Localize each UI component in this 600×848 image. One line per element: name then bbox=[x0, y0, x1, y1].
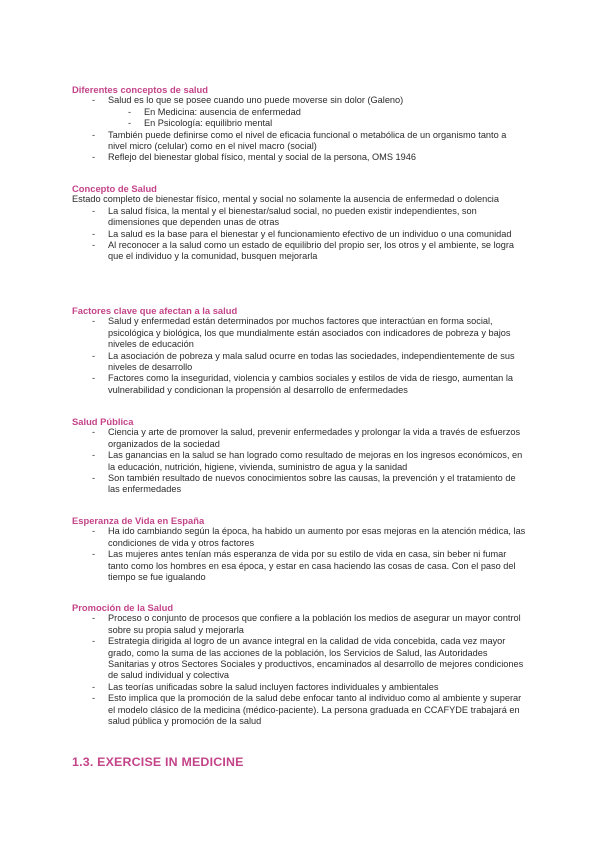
section-heading: Diferentes conceptos de salud bbox=[72, 84, 208, 95]
list-item: - Las teorías unificadas sobre la salud incluyen factores individuales y ambientales bbox=[72, 682, 527, 693]
bullet-list bbox=[72, 130, 527, 164]
bullet-list bbox=[72, 427, 527, 495]
list-item: - Proceso o conjunto de procesos que confiere a la población los medios de asegurar un mayor control sobre su propia salud y mejorarla bbox=[72, 613, 527, 636]
section-heading: Factores clave que afectan a la salud bbox=[72, 305, 238, 316]
section-promocion bbox=[72, 602, 527, 727]
list-item: - Las ganancias en la salud se han logrado como resultado de mejoras en los ingresos económicos, en la educación, nutrición, higiene, vivienda, suministro de agua y la sanidad bbox=[72, 450, 527, 473]
section-concepto-salud bbox=[72, 183, 527, 263]
list-item: - También puede definirse como el nivel de eficacia funcional o metabólica de un organismo tanto a nivel micro (celular) como en el nivel macro (social) bbox=[72, 130, 527, 153]
section-factores bbox=[72, 305, 527, 396]
list-item: - Salud y enfermedad están determinados por muchos factores que interactúan en forma social, psicológica y biológica, los que mundialmente están asociados con indicadores de pobreza y bajos niveles de educación bbox=[72, 316, 527, 350]
section-heading: Concepto de Salud bbox=[72, 183, 157, 194]
list-item: - Esto implica que la promoción de la salud debe enfocar tanto al individuo como al ambiente y superar el modelo clásico de la medicina (médico-paciente). La persona graduada en CCAFYDE trabajará en salud pública y promoción de la salud bbox=[72, 693, 527, 727]
bullet-list bbox=[72, 206, 527, 263]
sub-list-item: - En Psicología: equilibrio mental bbox=[72, 118, 527, 129]
bullet-list bbox=[72, 316, 527, 396]
list-item: - Factores como la inseguridad, violencia y cambios sociales y estilos de vida de riesgo, aumentan la vulnerabilidad y condicionan la propensión al desarrollo de enfermedades bbox=[72, 373, 527, 396]
list-item: - Al reconocer a la salud como un estado de equilibrio del propio ser, los otros y el ambiente, se logra que el individuo y la comunidad, busquen mejorarla bbox=[72, 240, 527, 263]
list-item: - La asociación de pobreza y mala salud ocurre en todas las sociedades, independientemente de sus niveles de desarrollo bbox=[72, 351, 527, 374]
list-item: - Salud es lo que se posee cuando uno puede moverse sin dolor (Galeno) bbox=[72, 95, 527, 106]
bullet-list bbox=[72, 613, 527, 727]
list-item: - La salud es la base para el bienestar y el funcionamiento efectivo de un individuo o una comunidad bbox=[72, 229, 527, 240]
list-item: - La salud física, la mental y el bienestar/salud social, no pueden existir independientes, son dimensiones que dependen unas de otras bbox=[72, 206, 527, 229]
sub-list-item: - En Medicina: ausencia de enfermedad bbox=[72, 107, 527, 118]
section-esperanza-vida bbox=[72, 515, 527, 583]
list-item: - Son también resultado de nuevos conocimientos sobre las causas, la prevención y el tratamiento de las enfermedades bbox=[72, 473, 527, 496]
sub-bullet-list bbox=[72, 107, 527, 130]
list-item: - Ha ido cambiando según la época, ha habido un aumento por esas mejoras en la atención médica, las condiciones de vida y otros factores bbox=[72, 526, 527, 549]
list-item: - Reflejo del bienestar global físico, mental y social de la persona, OMS 1946 bbox=[72, 152, 527, 163]
bullet-list bbox=[72, 95, 527, 106]
list-item: - Ciencia y arte de promover la salud, prevenir enfermedades y prolongar la vida a través de esfuerzos organizados de la sociedad bbox=[72, 427, 527, 450]
list-item: - Las mujeres antes tenían más esperanza de vida por su estilo de vida en casa, sin beber ni fumar tanto como los hombres en esa época, y estar en casa haciendo las cosas de casa. Con el paso del tiempo se fue igualando bbox=[72, 549, 527, 583]
section-heading: Esperanza de Vida en España bbox=[72, 515, 205, 526]
section-heading: Promoción de la Salud bbox=[72, 602, 174, 613]
bullet-list bbox=[72, 526, 527, 583]
section-intro: Estado completo de bienestar físico, mental y social no solamente la ausencia de enfermedad o dolencia bbox=[72, 194, 499, 205]
section-salud-publica bbox=[72, 416, 527, 496]
section-conceptos bbox=[72, 84, 527, 164]
list-item: - Estrategia dirigida al logro de un avance integral en la calidad de vida concebida, cada vez mayor grado, como la suma de las acciones de la población, los Servicios de Salud, las Autoridades Sanitarias y otros Sectores Sociales y productivos, encaminados al desarrollo de mejores condiciones de salud individual y colectiva bbox=[72, 636, 527, 682]
exercise-heading: 1.3. EXERCISE IN MEDICINE bbox=[72, 755, 244, 769]
section-heading: Salud Pública bbox=[72, 416, 134, 427]
